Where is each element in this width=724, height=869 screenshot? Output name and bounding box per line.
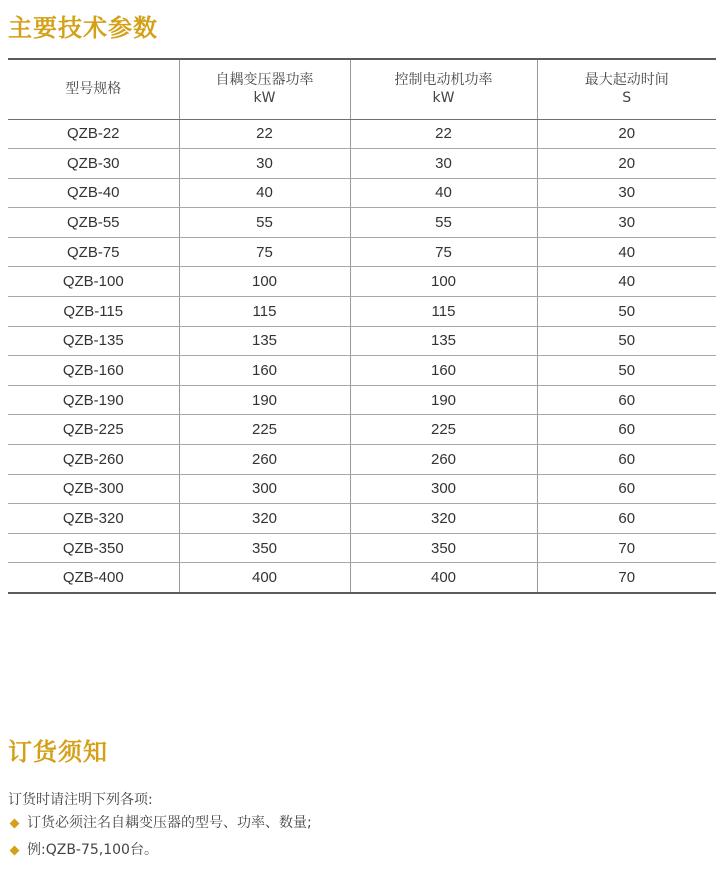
table-row	[8, 267, 716, 297]
table-row	[8, 237, 716, 267]
specs-table-body	[8, 119, 716, 593]
header-motor-power-label: 控制电动机功率	[394, 72, 493, 89]
cell-max-start-time: 50	[537, 297, 716, 327]
cell-motor-power: 350	[350, 533, 537, 563]
cell-transformer-power: 22	[179, 119, 350, 149]
cell-motor-power: 135	[350, 326, 537, 356]
cell-max-start-time: 40	[537, 267, 716, 297]
cell-transformer-power: 55	[179, 208, 350, 238]
table-row	[8, 178, 716, 208]
ordering-item-text: 订货必须注名自耦变压器的型号、功率、数量;	[27, 815, 312, 831]
cell-transformer-power: 260	[179, 445, 350, 475]
cell-transformer-power: 100	[179, 267, 350, 297]
header-max-start-time	[537, 59, 716, 119]
table-row	[8, 208, 716, 238]
header-transformer-power-label: 自耦变压器功率	[215, 72, 314, 89]
ordering-intro: 订货时请注明下列各项:	[8, 792, 153, 808]
diamond-icon	[10, 819, 20, 829]
cell-max-start-time: 30	[537, 178, 716, 208]
specs-table	[8, 58, 716, 594]
cell-max-start-time: 50	[537, 326, 716, 356]
header-max-start-time-label: 最大起动时间	[584, 72, 669, 89]
cell-motor-power: 75	[350, 237, 537, 267]
cell-max-start-time: 60	[537, 415, 716, 445]
cell-max-start-time: 60	[537, 474, 716, 504]
cell-motor-power: 100	[350, 267, 537, 297]
table-row	[8, 415, 716, 445]
cell-max-start-time: 70	[537, 533, 716, 563]
specs-section-title: 主要技术参数	[8, 14, 158, 42]
cell-transformer-power: 320	[179, 504, 350, 534]
cell-max-start-time: 30	[537, 208, 716, 238]
ordering-list	[8, 813, 312, 867]
header-motor-power	[350, 59, 537, 119]
cell-model: QZB-40	[8, 178, 179, 208]
cell-max-start-time: 70	[537, 563, 716, 593]
cell-motor-power: 115	[350, 297, 537, 327]
header-motor-power-unit: kW	[432, 90, 455, 107]
cell-model: QZB-300	[8, 474, 179, 504]
cell-model: QZB-225	[8, 415, 179, 445]
cell-model: QZB-135	[8, 326, 179, 356]
cell-max-start-time: 60	[537, 504, 716, 534]
cell-transformer-power: 75	[179, 237, 350, 267]
cell-model: QZB-350	[8, 533, 179, 563]
ordering-list-item	[8, 840, 312, 867]
table-row	[8, 563, 716, 593]
cell-transformer-power: 115	[179, 297, 350, 327]
cell-max-start-time: 20	[537, 149, 716, 179]
cell-model: QZB-115	[8, 297, 179, 327]
header-max-start-time-unit: S	[622, 90, 632, 107]
cell-transformer-power: 190	[179, 385, 350, 415]
cell-model: QZB-75	[8, 237, 179, 267]
cell-motor-power: 260	[350, 445, 537, 475]
cell-transformer-power: 135	[179, 326, 350, 356]
cell-motor-power: 30	[350, 149, 537, 179]
header-transformer-power	[179, 59, 350, 119]
cell-model: QZB-160	[8, 356, 179, 386]
cell-max-start-time: 60	[537, 385, 716, 415]
table-row	[8, 149, 716, 179]
cell-motor-power: 22	[350, 119, 537, 149]
ordering-item-text: 例:QZB-75,100台。	[27, 842, 158, 858]
header-model	[8, 59, 179, 119]
cell-transformer-power: 160	[179, 356, 350, 386]
specs-header-row	[8, 59, 716, 119]
cell-transformer-power: 30	[179, 149, 350, 179]
cell-motor-power: 160	[350, 356, 537, 386]
table-row	[8, 474, 716, 504]
ordering-list-item	[8, 813, 312, 840]
cell-motor-power: 55	[350, 208, 537, 238]
cell-transformer-power: 300	[179, 474, 350, 504]
cell-model: QZB-260	[8, 445, 179, 475]
table-row	[8, 504, 716, 534]
header-model-label: 型号规格	[65, 81, 122, 98]
cell-model: QZB-22	[8, 119, 179, 149]
cell-transformer-power: 40	[179, 178, 350, 208]
cell-max-start-time: 20	[537, 119, 716, 149]
diamond-icon	[10, 846, 20, 856]
cell-motor-power: 320	[350, 504, 537, 534]
cell-model: QZB-30	[8, 149, 179, 179]
cell-transformer-power: 225	[179, 415, 350, 445]
cell-motor-power: 190	[350, 385, 537, 415]
cell-motor-power: 225	[350, 415, 537, 445]
cell-motor-power: 40	[350, 178, 537, 208]
cell-model: QZB-320	[8, 504, 179, 534]
cell-transformer-power: 350	[179, 533, 350, 563]
cell-model: QZB-100	[8, 267, 179, 297]
cell-model: QZB-190	[8, 385, 179, 415]
cell-model: QZB-55	[8, 208, 179, 238]
cell-max-start-time: 50	[537, 356, 716, 386]
cell-model: QZB-400	[8, 563, 179, 593]
cell-transformer-power: 400	[179, 563, 350, 593]
table-row	[8, 297, 716, 327]
ordering-section-title: 订货须知	[8, 738, 108, 766]
cell-motor-power: 400	[350, 563, 537, 593]
table-row	[8, 533, 716, 563]
table-row	[8, 445, 716, 475]
cell-max-start-time: 60	[537, 445, 716, 475]
table-row	[8, 326, 716, 356]
table-row	[8, 356, 716, 386]
cell-motor-power: 300	[350, 474, 537, 504]
cell-max-start-time: 40	[537, 237, 716, 267]
header-transformer-power-unit: kW	[253, 90, 276, 107]
table-row	[8, 119, 716, 149]
table-row	[8, 385, 716, 415]
